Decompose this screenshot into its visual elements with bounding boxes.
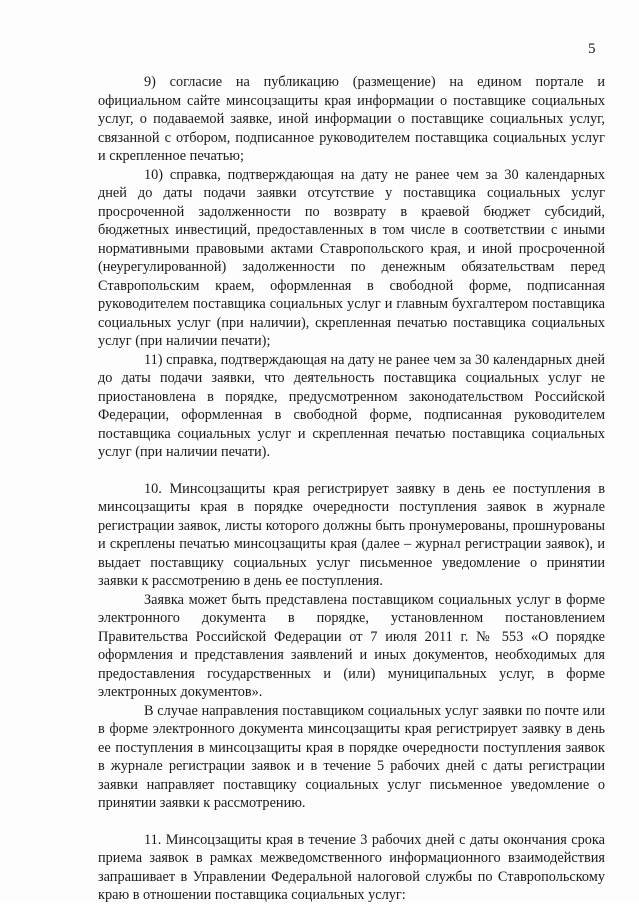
- section-11-paragraph: 11. Минсоцзащиты края в течение 3 рабочих дней с даты окончания срока приема заявок в рамках межведомственного информационного взаимодействия запрашивает в Управлении Федеральной налоговой службы по Ставропольскому краю в отношении поставщика социальных услуг:: [98, 831, 605, 903]
- page-number: 5: [588, 41, 596, 57]
- paragraph-spacer: [98, 462, 605, 480]
- electronic-submission-paragraph: Заявка может быть представлена поставщиком социальных услуг в форме электронного документа в порядке, установленном постановлением Правительства Российской Федерации от 7 июля 2011 г. № 553 «О порядке оформления и представления заявлений и иных документов, необходимых для предоставления государственных и (или) муниципальных услуг, в форме электронных документов».: [98, 591, 605, 700]
- paragraph-spacer: [98, 813, 605, 831]
- document-body: [98, 73, 605, 905]
- section-10-paragraph: 10. Минсоцзащиты края регистрирует заявку в день ее поступления в минсоцзащиты края в порядке очередности поступления заявок в журнале регистрации заявок, листы которого должны быть пронумерованы, прошнурованы и скреплены печатью минсоцзащиты края (далее – журнал регистрации заявок), и выдает поставщику социальных услуг письменное уведомление о принятии заявки к рассмотрению в день ее поступления.: [98, 480, 605, 589]
- paragraph-item-10: 10) справка, подтверждающая на дату не ранее чем за 30 календарных дней до даты подачи заявки отсутствие у поставщика социальных услуг просроченной задолженности по возврату в краевой бюджет субсидий, бюджетных инвестиций, предоставленных в том числе в соответствии с иными нормативными правовыми актами Ставропольского края, и иной просроченной (неурегулированной) задолженности по денежным обязательствам перед Ставропольским краем, оформленная в свободной форме, подписанная руководителем поставщика социальных услуг и главным бухгалтером поставщика социальных услуг (при наличии), скрепленная печатью поставщика социальных услуг (при наличии печати);: [98, 166, 605, 349]
- mail-submission-paragraph: В случае направления поставщиком социальных услуг заявки по почте или в форме электронного документа минсоцзащиты края регистрирует заявку в день ее поступления в минсоцзащиты края в порядке очередности поступления заявок в журнале регистрации заявок и в течение 5 рабочих дней с даты регистрации заявки направляет поставщику социальных услуг письменное уведомление о принятии заявки к рассмотрению.: [98, 702, 605, 811]
- paragraph-item-11: 11) справка, подтверждающая на дату не ранее чем за 30 календарных дней до даты подачи заявки, что деятельность поставщика социальных услуг не приостановлена в порядке, предусмотренном законодательством Российской Федерации, оформленная в свободной форме, подписанная руководителем поставщика социальных услуг и скрепленная печатью поставщика социальных услуг (при наличии печати).: [98, 351, 605, 460]
- paragraph-item-9: 9) согласие на публикацию (размещение) на едином портале и официальном сайте минсоцзащиты края информации о поставщике социальных услуг, о подаваемой заявке, иной информации о поставщике социальных услуг, связанной с отбором, подписанное руководителем поставщика социальных услуг и скрепленное печатью;: [98, 74, 605, 164]
